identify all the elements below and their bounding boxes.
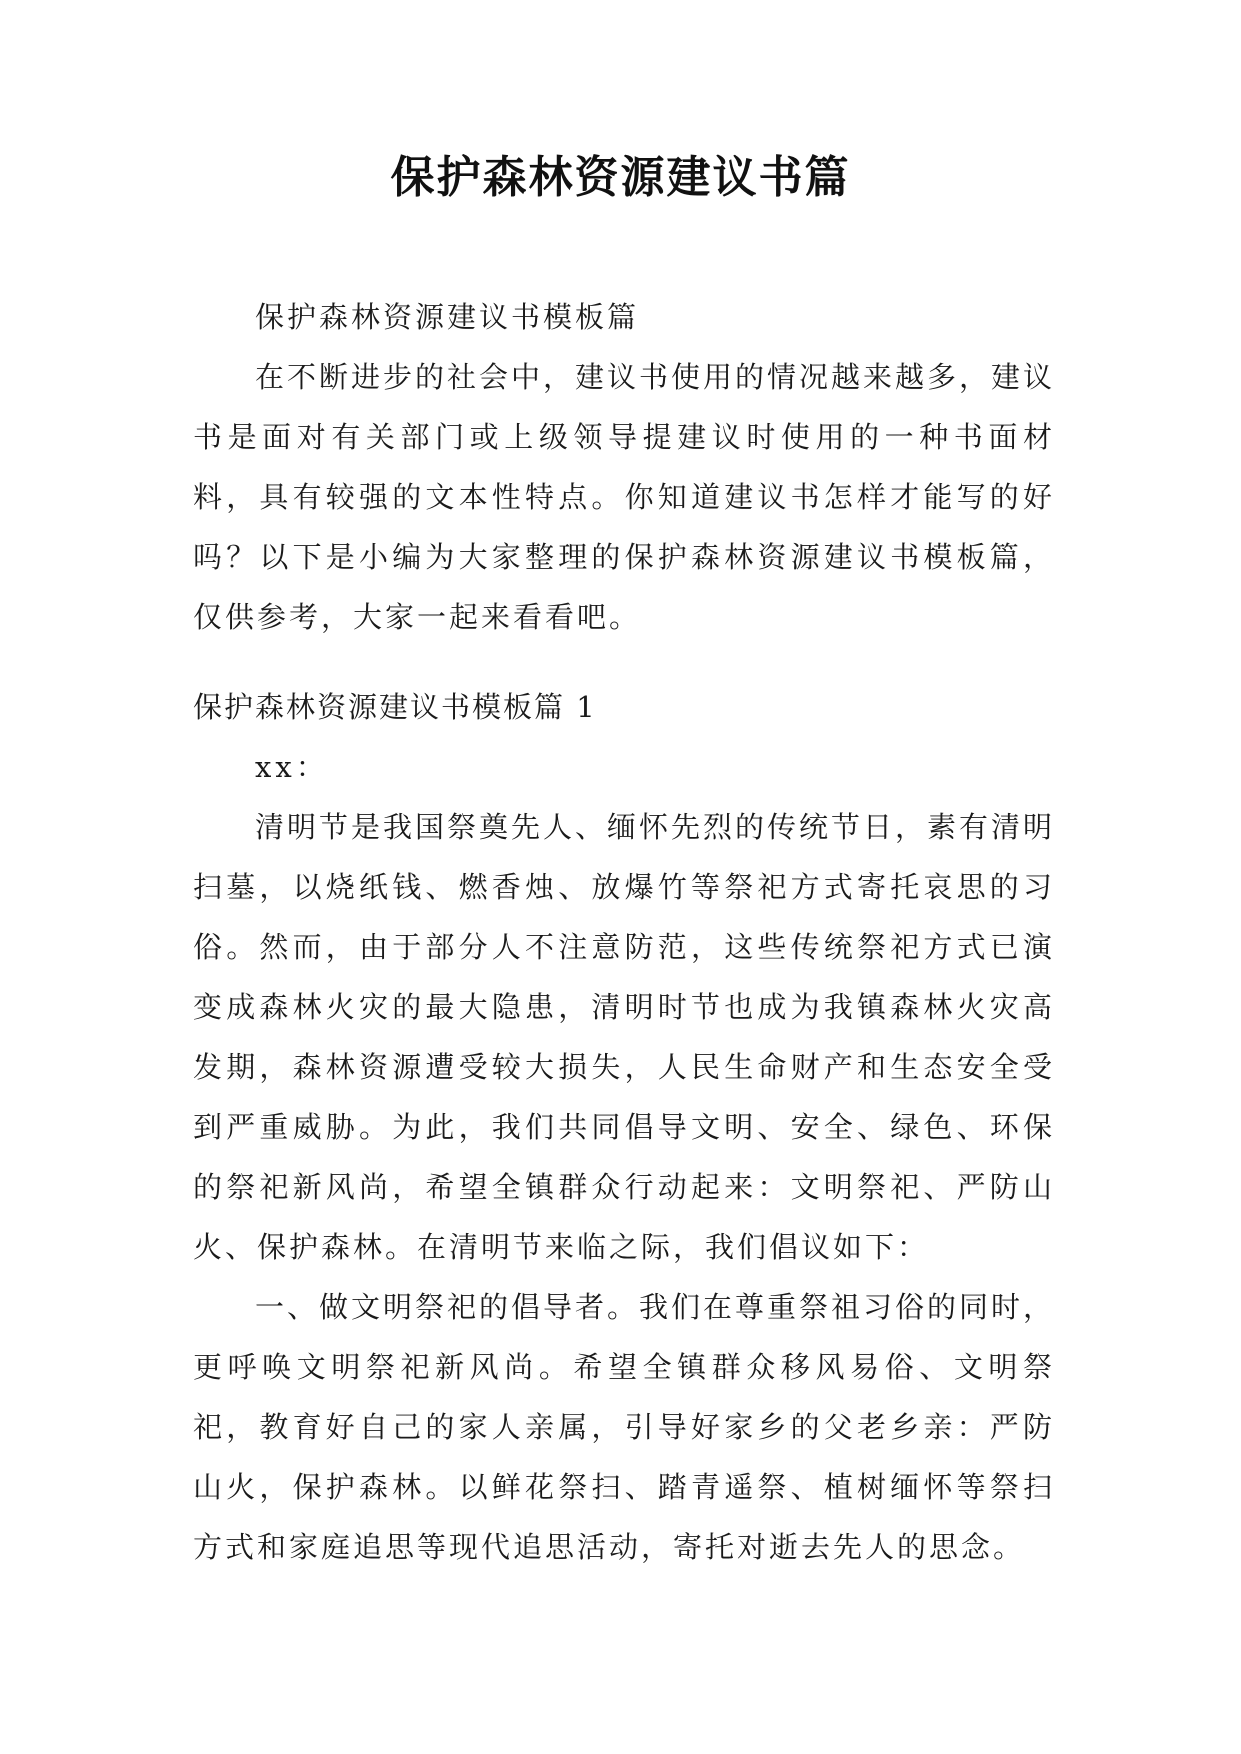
intro-paragraph: 在不断进步的社会中，建议书使用的情况越来越多，建议书是面对有关部门或上级领导提建议时使用的一种书面材料，具有较强的文本性特点。你知道建议书怎样才能写的好吗？以下是小编为大家整理的保护森林资源建议书模板篇，仅供参考，大家一起来看看吧。 (193, 360, 1056, 634)
document-subtitle: 保护森林资源建议书模板篇 (255, 300, 640, 334)
section-heading: 保护森林资源建议书模板篇 1 (193, 690, 597, 724)
document-title: 保护森林资源建议书篇 (390, 152, 851, 203)
body-paragraph: 清明节是我国祭奠先人、缅怀先烈的传统节日，素有清明扫墓，以烧纸钱、燃香烛、放爆竹等祭祀方式寄托哀思的习俗。然而，由于部分人不注意防范，这些传统祭祀方式已演变成森林火灾的最大隐患，清明时节也成为我镇森林火灾高发期，森林资源遭受较大损失，人民生命财产和生态安全受到严重威胁。为此，我们共同倡导文明、安全、绿色、环保的祭祀新风尚，希望全镇群众行动起来：文明祭祀、严防山火、保护森林。在清明节来临之际，我们倡议如下： (193, 810, 1056, 1264)
body-paragraph: 一、做文明祭祀的倡导者。我们在尊重祭祖习俗的同时，更呼唤文明祭祀新风尚。希望全镇群众移风易俗、文明祭祀，教育好自己的家人亲属，引导好家乡的父老乡亲：严防山火，保护森林。以鲜花祭扫、踏青遥祭、植树缅怀等祭扫方式和家庭追思等现代追思活动，寄托对逝去先人的思念。 (193, 1290, 1056, 1564)
document-body (193, 287, 1055, 1577)
salutation: xx： (255, 750, 329, 784)
